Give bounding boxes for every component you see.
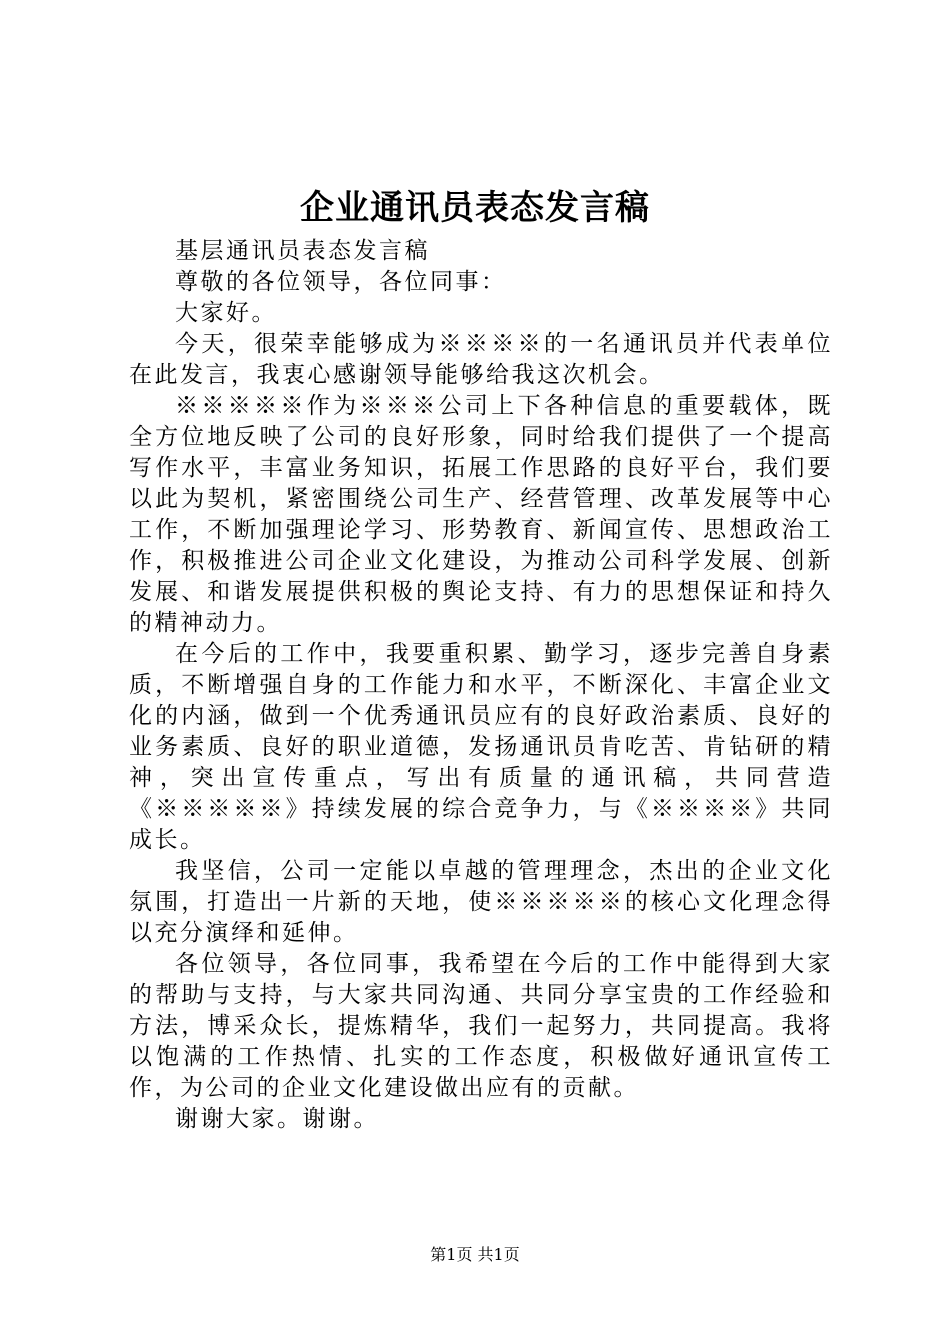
- paragraph-salutation: 尊敬的各位领导，各位同事：: [175, 269, 507, 295]
- paragraph-platform: ※※※※※作为※※※公司上下各种信息的重要载体，既全方位地反映了公司的良好形象，同时给我们提供了一个提高写作水平，丰富业务知识，拓展工作思路的良好平台，我们要以此为契机，紧密围绕公司生产、经营管理、改革发展等中心工作，不断加强理论学习、形势教育、新闻宣传、思想政治工作，积极推进公司企业文化建设，为推动公司科学发展、创新发展、和谐发展提供积极的舆论支持、有力的思想保证和持久的精神动力。: [129, 393, 833, 636]
- paragraph-greeting: 大家好。: [175, 300, 277, 326]
- paragraph-intro: 今天，很荣幸能够成为※※※※的一名通讯员并代表单位在此发言，我衷心感谢领导能够给我这次机会。: [129, 331, 833, 388]
- document-title: 企业通讯员表态发言稿: [300, 188, 650, 228]
- paragraph-hope: 各位领导，各位同事，我希望在今后的工作中能得到大家的帮助与支持，与大家共同沟通、共同分享宝贵的工作经验和方法，博采众长，提炼精华，我们一起努力，共同提高。我将以饱满的工作热情、扎实的工作态度，积极做好通讯宣传工作，为公司的企业文化建设做出应有的贡献。: [129, 951, 833, 1101]
- paragraph-belief: 我坚信，公司一定能以卓越的管理理念，杰出的企业文化氛围，打造出一片新的天地，使※※※※※的核心文化理念得以充分演绎和延伸。: [129, 858, 833, 946]
- paragraph-thanks: 谢谢大家。谢谢。: [175, 1106, 379, 1132]
- page-number-footer: 第1页 共1页: [430, 1245, 520, 1264]
- document-body: [129, 236, 833, 1135]
- paragraph-subtitle: 基层通讯员表态发言稿: [175, 238, 430, 264]
- paragraph-commitment: 在今后的工作中，我要重积累、勤学习，逐步完善自身素质，不断增强自身的工作能力和水平，不断深化、丰富企业文化的内涵，做到一个优秀通讯员应有的良好政治素质、良好的业务素质、良好的职业道德，发扬通讯员肯吃苦、肯钻研的精神，突出宣传重点，写出有质量的通讯稿，共同营造《※※※※※》持续发展的综合竞争力，与《※※※※》共同成长。: [129, 641, 833, 853]
